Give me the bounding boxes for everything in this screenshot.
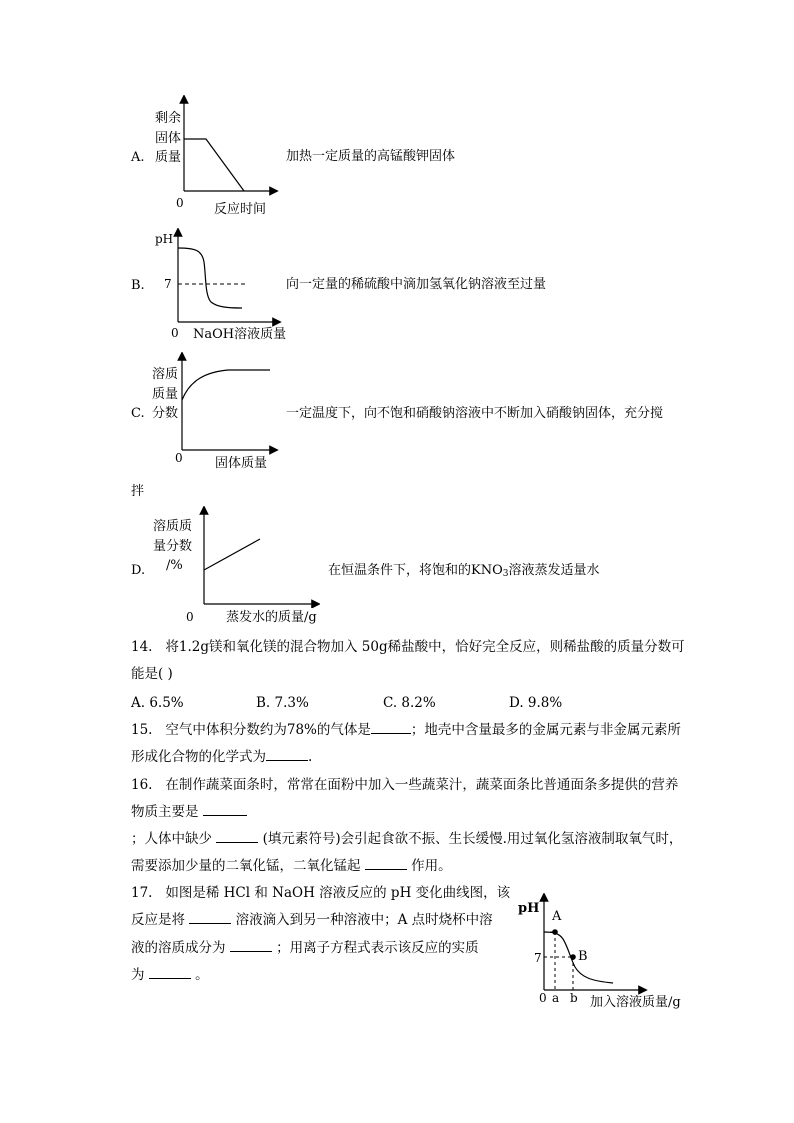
q14-choice-b: B. 7.3% [256, 695, 309, 711]
option-c-description-1: 一定温度下，向不饱和硝酸钠溶液中不断加入硝酸钠固体，充分搅 [286, 406, 664, 421]
q15-blank-1[interactable] [371, 733, 411, 734]
option-a-description: 加热一定质量的高锰酸钾固体 [286, 149, 456, 164]
option-c-description-2: 拌 [131, 484, 145, 499]
option-b-ytick: 7 [164, 277, 172, 291]
q17-point-b [570, 954, 576, 960]
q17-point-a [552, 929, 558, 935]
q17-blank-2[interactable] [230, 951, 272, 952]
q17-blank-3[interactable] [149, 978, 191, 979]
q17-label-b: B [578, 949, 588, 964]
option-a-xlabel: 反应时间 [214, 202, 267, 217]
option-c-origin: 0 [175, 451, 183, 465]
q17-graph [533, 893, 649, 995]
option-c-ylabel-2: 质量 [152, 387, 179, 402]
q16-line3: ；人体中缺少 (填元素符号)会引起食欲不振、生长缓慢.用过氧化氢溶液制取氧气时， [131, 831, 683, 847]
option-c-xlabel: 固体质量 [215, 456, 268, 471]
option-c-letter: C. [131, 406, 145, 421]
option-d-graph [192, 506, 320, 608]
option-a-letter: A. [131, 150, 145, 165]
q17-ytick-7: 7 [534, 951, 542, 965]
option-a-ylabel-3: 质量 [155, 150, 182, 165]
q17-tick-b: b [570, 991, 578, 1005]
q17-line1: 17. 如图是稀 HCl 和 NaOH 溶液反应的 pH 变化曲线图，该 [131, 885, 511, 901]
q17-line3: 液的溶质成分为 ；用离子方程式表示该反应的实质 [131, 940, 479, 956]
q17-label-a: A [552, 909, 562, 924]
q17-origin: 0 [539, 991, 547, 1005]
option-d-ylabel-1: 溶质质 [153, 519, 193, 534]
q16-line2: 物质主要是 [131, 806, 247, 820]
q15-blank-2[interactable] [266, 760, 308, 761]
option-d-description: 在恒温条件下，将饱和的$KNO_3$溶液蒸发适量水 [328, 563, 600, 579]
option-d-curve [204, 539, 260, 570]
option-b-description: 向一定量的稀硫酸中滴加氢氧化钠溶液至过量 [286, 277, 547, 292]
option-c-graph [168, 352, 280, 457]
option-b-xlabel: NaOH溶液质量 [193, 327, 287, 342]
option-b-curve [178, 248, 242, 308]
option-c-ylabel-1: 溶质 [152, 367, 179, 382]
option-d-origin: 0 [186, 610, 194, 624]
option-b-letter: B. [131, 278, 145, 293]
q14-choice-a: A. 6.5% [131, 695, 184, 711]
option-d-ylabel-2: 量分数 [153, 539, 193, 554]
q17-tick-a: a [552, 991, 560, 1005]
option-d-ylabel-3: /% [166, 558, 183, 573]
q15-line1: 15. 空气中体积分数约为78%的气体是 ；地壳中含量最多的金属元素与非金属元素所 [131, 722, 681, 738]
option-a-curve [184, 139, 244, 191]
option-d-xlabel: 蒸发水的质量/g [226, 610, 317, 625]
q14-line2: 能是( ) [131, 666, 173, 682]
option-c-curve [182, 370, 270, 400]
q17-blank-1[interactable] [189, 923, 231, 924]
q14-choice-c: C. 8.2% [383, 695, 436, 711]
option-a-ylabel-1: 剩余 [155, 111, 182, 126]
option-b-graph [165, 228, 283, 328]
q14-line1: 14. 将1.2g镁和氧化镁的混合物加入 50g稀盐酸中，恰好完全反应，则稀盐酸的质量分数可 [131, 639, 685, 655]
option-d-letter: D. [131, 563, 146, 578]
q14-choice-d: D. 9.8% [509, 695, 563, 711]
q17-graph-ylabel: pH [518, 901, 540, 916]
option-a-ylabel-2: 固体 [155, 131, 182, 146]
q17-line4: 为 。 [131, 967, 209, 983]
option-a-origin: 0 [176, 196, 184, 210]
q17-line2: 反应是将 溶液滴入到另一种溶液中；A 点时烧杯中溶 [131, 912, 493, 928]
option-b-origin: 0 [171, 326, 179, 340]
q16-blank-2[interactable] [216, 842, 258, 843]
q15-line2: 形成化合物的化学式为 . [131, 749, 313, 765]
option-b-ylabel: pH [155, 232, 174, 246]
q16-blank-3[interactable] [365, 869, 407, 870]
q17-graph-xlabel: 加入溶液质量/g [590, 995, 681, 1010]
q16-line4: 需要添加少量的二氧化锰，二氧化锰起 作用。 [131, 858, 452, 874]
option-c-ylabel-3: 分数 [152, 406, 179, 421]
q16-blank-1[interactable] [203, 815, 247, 816]
q16-line1: 16. 在制作蔬菜面条时，常常在面粉中加入一些蔬菜汁，蔬菜面条比普通面条多提供的营养 [131, 777, 679, 793]
